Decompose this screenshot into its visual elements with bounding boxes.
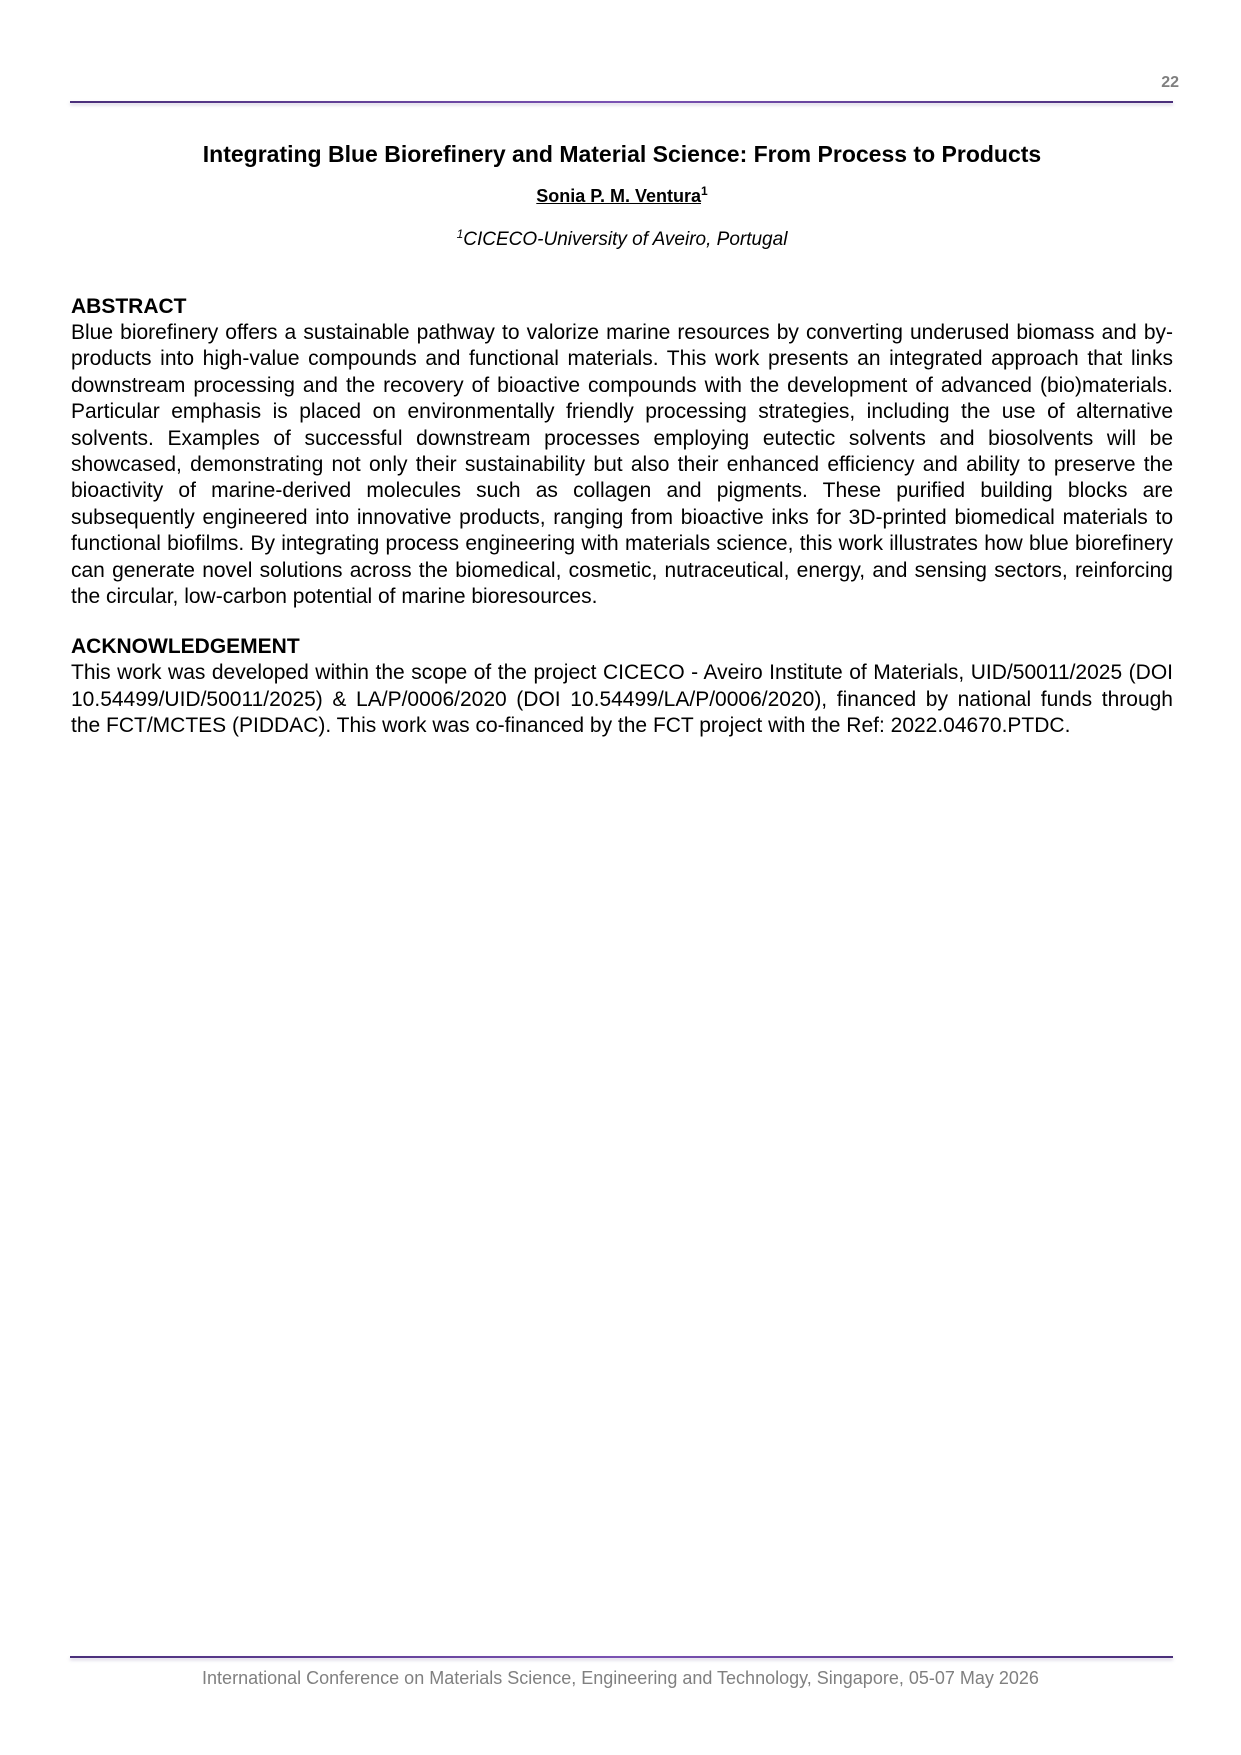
acknowledgement-text: This work was developed within the scope of the project CICECO - Aveiro Institute of Materials, UID/50011/2025 (DOI 10.54499/UID/50011/2025) & LA/P/0006/2020 (DOI 10.54499/LA/P/0006/2020), financed by national funds through the FCT/MCTES (PIDDAC). This work was co-financed by the FCT project with the Ref: 2022.04670.PTDC. xyxy=(71,661,1173,738)
header-divider xyxy=(70,101,1173,103)
author-line xyxy=(71,184,1173,208)
footer-divider xyxy=(70,1656,1173,1658)
paper-content xyxy=(71,138,1173,740)
conference-footer: International Conference on Materials Science, Engineering and Technology, Singapore, 05-07 May 2026 xyxy=(202,1668,1039,1688)
page-number: 22 xyxy=(1161,74,1179,91)
author-superscript: 1 xyxy=(701,184,708,198)
paper-title: Integrating Blue Biorefinery and Material Science: From Process to Products xyxy=(202,141,1042,167)
abstract-text: Blue biorefinery offers a sustainable pathway to valorize marine resources by converting underused biomass and by-products into high-value compounds and functional materials. This work presents an integrated approach that links downstream processing and the recovery of bioactive compounds with the development of advanced (bio)materials. Particular emphasis is placed on environmentally friendly processing strategies, including the use of alternative solvents. Examples of successful downstream processes employing eutectic solvents and biosolvents will be showcased, demonstrating not only their sustainability but also their enhanced efficiency and ability to preserve the bioactivity of marine-derived molecules such as collagen and pigments. These purified building blocks are subsequently engineered into innovative products, ranging from bioactive inks for 3D-printed biomedical materials to functional biofilms. By integrating process engineering with materials science, this work illustrates how blue biorefinery can generate novel solutions across the biomedical, cosmetic, nutraceutical, energy, and sensing sectors, reinforcing the circular, low-carbon potential of marine bioresources. xyxy=(71,321,1173,609)
affiliation-text: CICECO-University of Aveiro, Portugal xyxy=(463,229,788,250)
affiliation-superscript: 1 xyxy=(456,227,464,241)
acknowledgement-heading: ACKNOWLEDGEMENT xyxy=(71,635,300,659)
affiliation-line xyxy=(71,228,1173,252)
author-name: Sonia P. M. Ventura xyxy=(536,186,702,206)
abstract-heading: ABSTRACT xyxy=(71,295,187,318)
